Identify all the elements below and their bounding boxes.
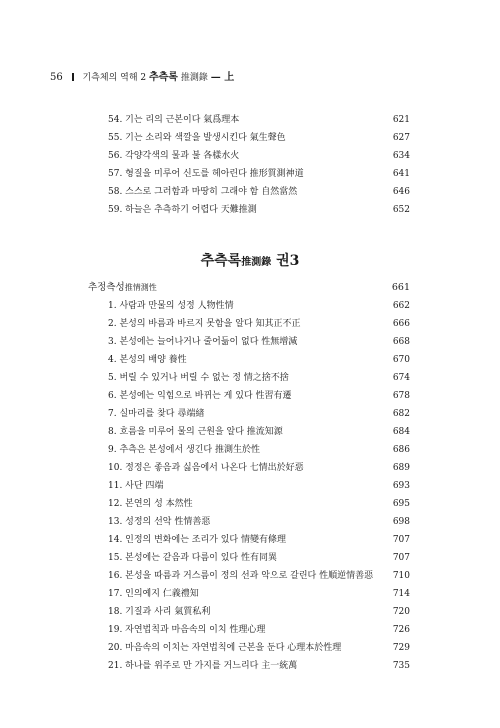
section-suffix: — 上: [210, 72, 235, 83]
section-heading: [88, 280, 157, 296]
toc-entry-title: 56. 각양각색의 물과 불 各樣水火: [108, 151, 240, 161]
toc-entry: [108, 640, 410, 656]
toc-entry: [108, 604, 410, 620]
toc-entry-page: 668: [392, 337, 410, 347]
toc-entry-title: 6. 본성에는 익힘으로 바뀌는 게 있다 性習有遷: [108, 391, 292, 401]
toc-entry-title: 16. 본성을 따름과 거스름이 정의 선과 악으로 갈린다 性順逆情善惡: [108, 571, 374, 581]
toc-entry-page: 674: [392, 373, 410, 383]
toc-entry-title: 1. 사람과 만물의 성정 人物性情: [108, 301, 234, 311]
toc-entry-page: 707: [392, 535, 410, 545]
toc-entry: [108, 406, 410, 422]
toc-entry: [108, 148, 410, 164]
toc-entry-title: 3. 본성에는 늘어나거나 줄어듦이 없다 性無增減: [108, 337, 298, 347]
toc-entry-title: 12. 본연의 성 本然性: [108, 499, 193, 509]
toc-entry-page: 641: [392, 169, 410, 179]
toc-entry: [108, 130, 410, 146]
toc-entry: [108, 622, 410, 638]
toc-entry-page: 670: [392, 355, 410, 365]
toc-entry-title: 58. 스스로 그러함과 마땅히 그래야 함 自然當然: [108, 187, 298, 197]
toc-entry-title: 4. 본성의 배양 養性: [108, 355, 187, 365]
toc-entry: [108, 298, 410, 314]
toc-entry: [108, 550, 410, 566]
toc-entry-page: 634: [392, 151, 410, 161]
volume-heading: [0, 250, 500, 270]
toc-entry: [108, 496, 410, 512]
toc-entry-page: 646: [392, 187, 410, 197]
section-heading-page: 661: [391, 282, 410, 293]
toc-entry-page: 652: [392, 205, 410, 215]
toc-entry-page: 682: [392, 409, 410, 419]
toc-entry: [108, 334, 410, 350]
toc-entry-title: 10. 정정은 좋음과 싫음에서 나온다 七情出於好惡: [108, 463, 304, 473]
toc-entry-page: 695: [392, 499, 410, 509]
toc-entry: [108, 532, 410, 548]
section-title-hanja: 推測錄: [180, 73, 208, 83]
toc-entry-page: 621: [392, 115, 410, 125]
toc-entry-title: 21. 하나를 위주로 만 가지를 거느리다 主一統萬: [108, 661, 298, 671]
toc-entry-title: 9. 추측은 본성에서 생긴다 推測生於性: [108, 445, 260, 455]
section-heading-row: [88, 280, 410, 296]
toc-entry-page: 735: [392, 661, 410, 671]
toc-entry-page: 678: [392, 391, 410, 401]
toc-entry-page: 714: [392, 589, 410, 599]
toc-entry: [108, 388, 410, 404]
section-heading-hanja: 推情測性: [124, 283, 157, 292]
volume-title-hanja: 推測錄: [241, 257, 272, 268]
toc-entry-page: 720: [392, 607, 410, 617]
toc-entry: [108, 442, 410, 458]
toc-entry-page: 726: [392, 625, 410, 635]
toc-entry-title: 20. 마음속의 이치는 자연법칙에 근본을 둔다 心理本於性理: [108, 643, 342, 653]
toc-entry-title: 11. 사단 四端: [108, 481, 164, 491]
toc-entry: [108, 514, 410, 530]
toc-entry-title: 13. 성정의 선악 性情善惡: [108, 517, 211, 527]
toc-entry-page: 689: [392, 463, 410, 473]
toc-entry-title: 14. 인정의 변화에는 조리가 있다 情變有條理: [108, 535, 286, 545]
toc-entry-page: 684: [392, 427, 410, 437]
toc-entry: [108, 658, 410, 674]
toc-entry-page: 627: [392, 133, 410, 143]
toc-entry: [108, 184, 410, 200]
book-title: 기측체의 역해 2: [82, 73, 147, 83]
toc-entry-page: 707: [392, 553, 410, 563]
toc-entry: [108, 166, 410, 182]
toc-entry-page: 698: [392, 517, 410, 527]
toc-entry-title: 2. 본성의 바름과 바르지 못함을 알다 知其正不正: [108, 319, 301, 329]
volume-title: 추측록: [200, 253, 242, 269]
toc-entry-title: 57. 형질을 미루어 신도를 헤아린다 推形質測神道: [108, 169, 304, 179]
toc-entry: [108, 370, 410, 386]
toc-entry-title: 54. 기는 리의 근본이다 氣爲理本: [108, 115, 240, 125]
toc-entry-page: 686: [392, 445, 410, 455]
toc-entry-page: 710: [392, 571, 410, 581]
toc-entry: [108, 202, 410, 218]
section-heading-title: 추정측성: [88, 282, 125, 293]
toc-entry: [108, 352, 410, 368]
volume-label: 권3: [276, 253, 300, 269]
toc-entry-page: 666: [392, 319, 410, 329]
toc-entry-title: 55. 기는 소리와 색깔을 발생시킨다 氣生聲色: [108, 133, 286, 143]
toc-entry: [108, 316, 410, 332]
toc-entry-title: 7. 실마리를 찾다 尋端緖: [108, 409, 205, 419]
toc-entry-title: 17. 인의예지 仁義禮知: [108, 589, 199, 599]
toc-entry: [108, 586, 410, 602]
toc-entry-title: 18. 기질과 사리 氣質私利: [108, 607, 211, 617]
toc-entry-title: 59. 하늘은 추측하기 어렵다 天難推測: [108, 205, 257, 215]
toc-entry-page: 662: [392, 301, 410, 311]
toc-entry-title: 19. 자연법칙과 마음속의 이치 性理心理: [108, 625, 266, 635]
toc-entry: [108, 478, 410, 494]
toc-entry-page: 729: [392, 643, 410, 653]
toc-entry-title: 8. 흐름을 미루어 물의 근원을 알다 推流知源: [108, 427, 283, 437]
toc-entry: [108, 112, 410, 128]
toc-entry: [108, 424, 410, 440]
page-number: 56: [50, 72, 63, 83]
toc-entry: [108, 568, 410, 584]
running-header: [50, 68, 234, 83]
toc-entry-title: 5. 버릴 수 있거나 버릴 수 없는 정 情之捨不捨: [108, 373, 289, 383]
section-title: 추측록: [148, 72, 178, 83]
toc-entry-page: 693: [392, 481, 410, 491]
header-divider: [72, 73, 74, 81]
toc-entry-title: 15. 본성에는 같음과 다름이 있다 性有同異: [108, 553, 277, 563]
toc-entry: [108, 460, 410, 476]
